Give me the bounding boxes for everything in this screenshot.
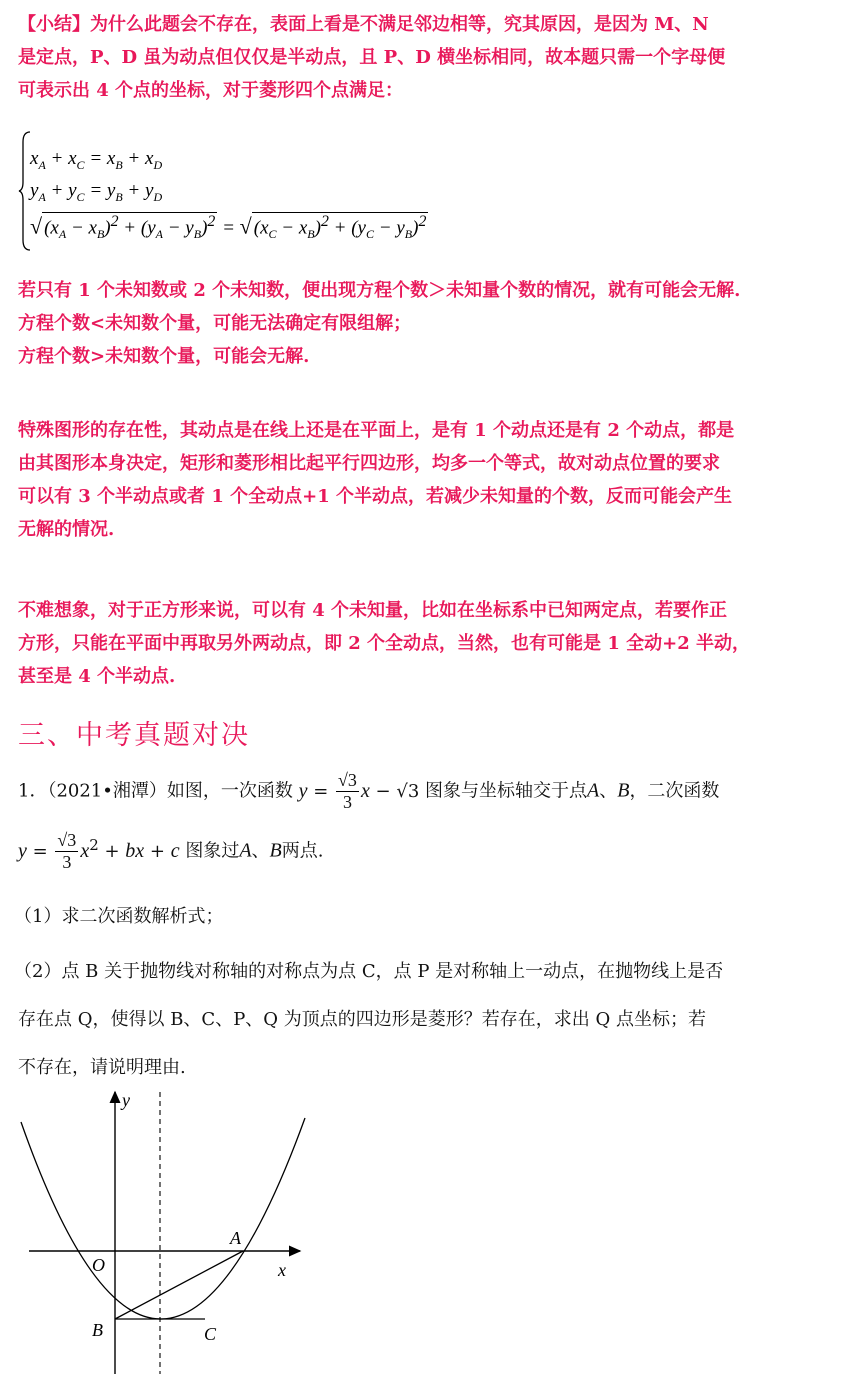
section-heading: 三、中考真题对决 [18, 720, 250, 751]
note-line: 若只有 1 个未知数或 2 个未知数，便出现方程个数＞未知量个数的情况，就有可能会无解. [18, 280, 741, 301]
origin-label: O [92, 1255, 105, 1275]
square-paragraph [18, 594, 830, 693]
special-line: 特殊图形的存在性，其动点是在线上还是在平面上，是有 1 个动点还是有 2 个动点，都是 [18, 420, 735, 441]
special-line: 由其图形本身决定，矩形和菱形相比起平行四边形，均多一个等式，故对动点位置的要求 [18, 453, 720, 474]
special-shapes-paragraph [18, 414, 830, 546]
point-b-label: B [92, 1320, 103, 1340]
square-line: 不难想象，对于正方形来说，可以有 4 个未知量，比如在坐标系中已知两定点，若要作正 [18, 600, 728, 621]
equation-row-y: $y_A + y_C = y_B + y_D$ [30, 180, 163, 204]
part2-line: （2）点 B 关于抛物线对称轴的对称点为点 C，点 P 是对称轴上一动点，在抛物线上是否 [14, 961, 724, 982]
special-line: 无解的情况. [18, 519, 115, 540]
problem-part2 [14, 948, 723, 1092]
y-axis-label: y [122, 1090, 130, 1110]
problem-statement-line2: y = $\frac{√3}{3}$ $x^2$ + bx + c 图象过A、B两点. [18, 830, 324, 872]
special-line: 可以有 3 个半动点或者 1 个全动点+1 个半动点，若减少未知量的个数，反而可能会产生 [18, 486, 732, 507]
equation-row-x: $x_A + x_C = x_B + x_D$ [30, 148, 163, 172]
parabola-curve [21, 1118, 305, 1319]
equation-row-distance: √ $(x_A - x_B)^2 + (y_A - y_B)^2$ = √ $(x_C - x_B)^2 + (y_C - y_B)^2$ [30, 213, 427, 242]
summary-line: 可表示出 4 个点的坐标，对于菱形四个点满足： [18, 80, 404, 101]
point-a-label: A [230, 1228, 241, 1248]
note-line: 方程个数<未知数个量，可能无法确定有限组解； [18, 313, 412, 334]
square-line: 甚至是 4 个半动点. [18, 666, 176, 687]
quadratic-function-formula: y = $\frac{√3}{3}$ $x^2$ + bx + c [18, 830, 180, 872]
summary-paragraph [18, 8, 830, 107]
problem-statement-line1: 1．（2021•湘潭）如图，一次函数 y = $\frac{√3}{3}$ x − √3 图象与坐标轴交于点A、B，二次函数 [18, 770, 720, 812]
parabola-figure [14, 1078, 314, 1378]
notes-paragraph [18, 274, 830, 373]
problem-number: 1． [18, 780, 48, 802]
part2-line: 存在点 Q，使得以 B、C、P、Q 为顶点的四边形是菱形？若存在，求出 Q 点坐标；若 [18, 1009, 706, 1030]
fraction-sqrt3-over-3: $\frac{√3}{3}$ [338, 770, 357, 812]
problem-part1: （1）求二次函数解析式； [14, 906, 224, 927]
x-axis-label: x [278, 1260, 286, 1280]
rhombus-equation-system [14, 130, 514, 255]
note-line: 方程个数>未知数个量，可能会无解. [18, 346, 310, 367]
summary-line: 是定点，P、D 虽为动点但仅仅是半动点，且 P、D 横坐标相同，故本题只需一个字母便 [18, 47, 726, 68]
part2-line: 不存在，请说明理由. [18, 1057, 186, 1078]
summary-line: 【小结】为什么此题会不存在，表面上看是不满足邻边相等，究其原因，是因为 M、N [18, 14, 709, 35]
fraction-sqrt3-over-3: $\frac{√3}{3}$ [57, 830, 77, 872]
point-c-label: C [204, 1324, 217, 1344]
segment-ba [115, 1251, 243, 1319]
linear-function-formula: y = $\frac{√3}{3}$ x − √3 [298, 770, 425, 812]
problem-source: （2021•湘潭）如图，一次函数 [47, 780, 293, 802]
square-line: 方形，只能在平面中再取另外两动点，即 2 个全动点，当然，也有可能是 1 全动+2 半动， [18, 633, 750, 654]
